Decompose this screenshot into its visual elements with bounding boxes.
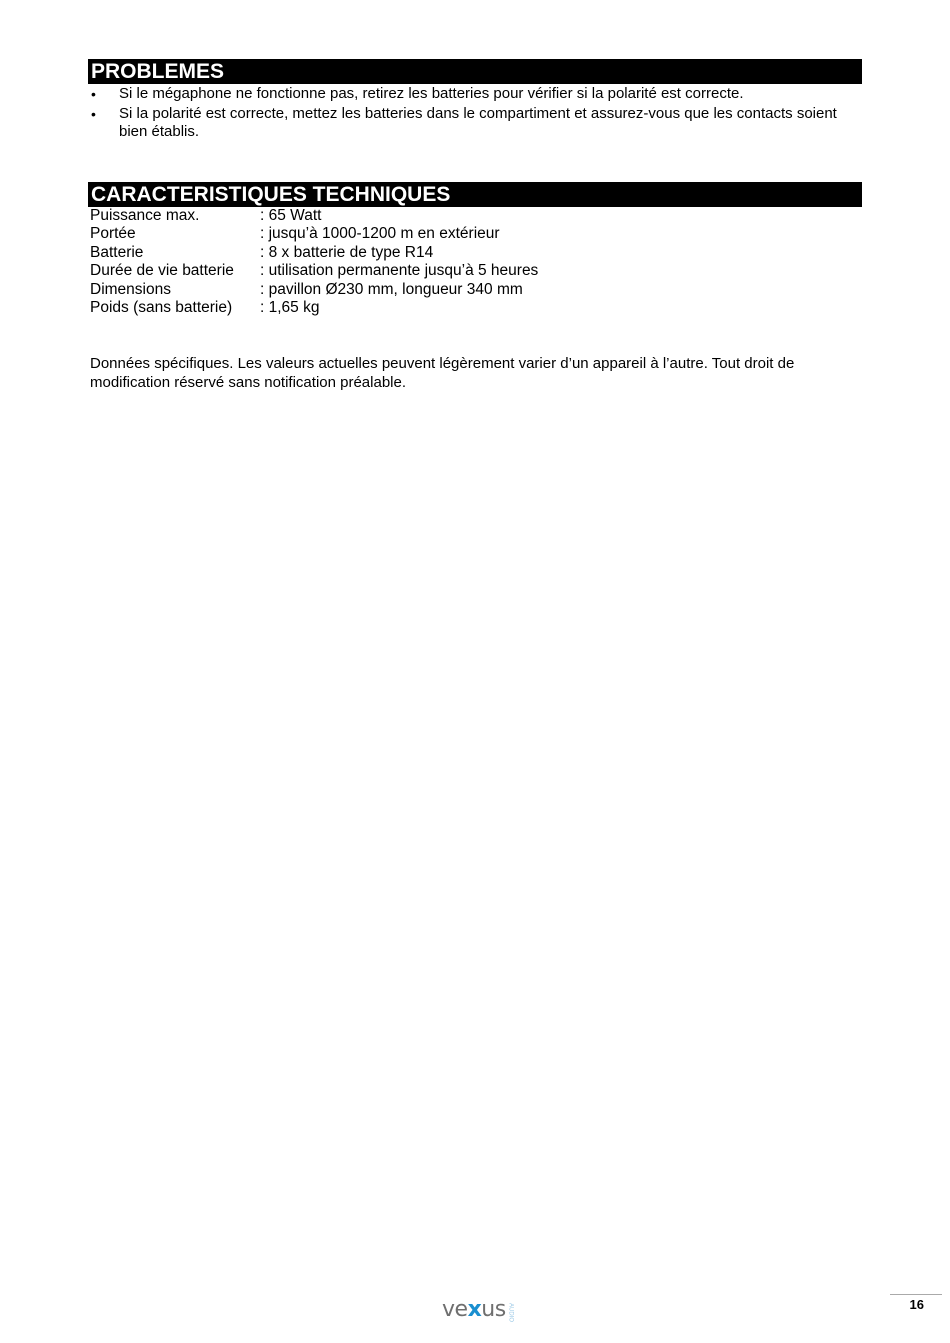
problemes-list — [88, 85, 862, 143]
logo-wordmark: vexus — [442, 1297, 506, 1322]
spec-value: : 8 x batterie de type R14 — [260, 243, 434, 261]
spec-value: : pavillon Ø230 mm, longueur 340 mm — [260, 280, 523, 298]
spec-value: : 65 Watt — [260, 207, 322, 224]
table-row — [90, 299, 538, 317]
spec-value: : 1,65 kg — [260, 299, 320, 317]
table-row — [90, 244, 538, 262]
spec-value: : utilisation permanente jusqu’à 5 heures — [260, 262, 539, 280]
specs-table — [90, 207, 538, 317]
list-item — [88, 85, 862, 104]
spec-label: Durée de vie batterie — [90, 262, 234, 280]
table-row — [90, 207, 538, 225]
bullet-icon: • — [91, 105, 96, 122]
spec-label: Puissance max. — [90, 207, 200, 224]
list-item-text: Si la polarité est correcte, mettez les batteries dans le compartiment et assurez-vous que les contacts soient bien établis. — [119, 104, 837, 140]
page-number: 16 — [909, 1297, 924, 1312]
spec-label: Batterie — [90, 243, 144, 261]
table-row — [90, 262, 538, 280]
table-row — [90, 281, 538, 299]
disclaimer-text: Données spécifiques. Les valeurs actuelles peuvent légèrement varier d’un appareil à l’autre. Tout droit de modification réservé sans notification préalable. — [90, 355, 795, 391]
spec-label: Poids (sans batterie) — [90, 299, 233, 317]
list-item — [88, 105, 862, 142]
section-heading-problemes: PROBLEMES — [88, 59, 862, 84]
logo-audio-tag: AUDIO — [507, 1302, 514, 1322]
section-heading-specs: CARACTERISTIQUES TECHNIQUES — [88, 182, 862, 207]
spec-label: Portée — [90, 225, 136, 243]
vexus-logo — [442, 1296, 514, 1322]
spec-label: Dimensions — [90, 280, 171, 298]
spec-value: : jusqu’à 1000-1200 m en extérieur — [260, 225, 500, 243]
list-item-text: Si le mégaphone ne fonctionne pas, retirez les batteries pour vérifier si la polarité est correcte. — [119, 85, 744, 102]
footer-divider — [890, 1294, 942, 1295]
bullet-icon: • — [91, 86, 96, 102]
table-row — [90, 225, 538, 243]
